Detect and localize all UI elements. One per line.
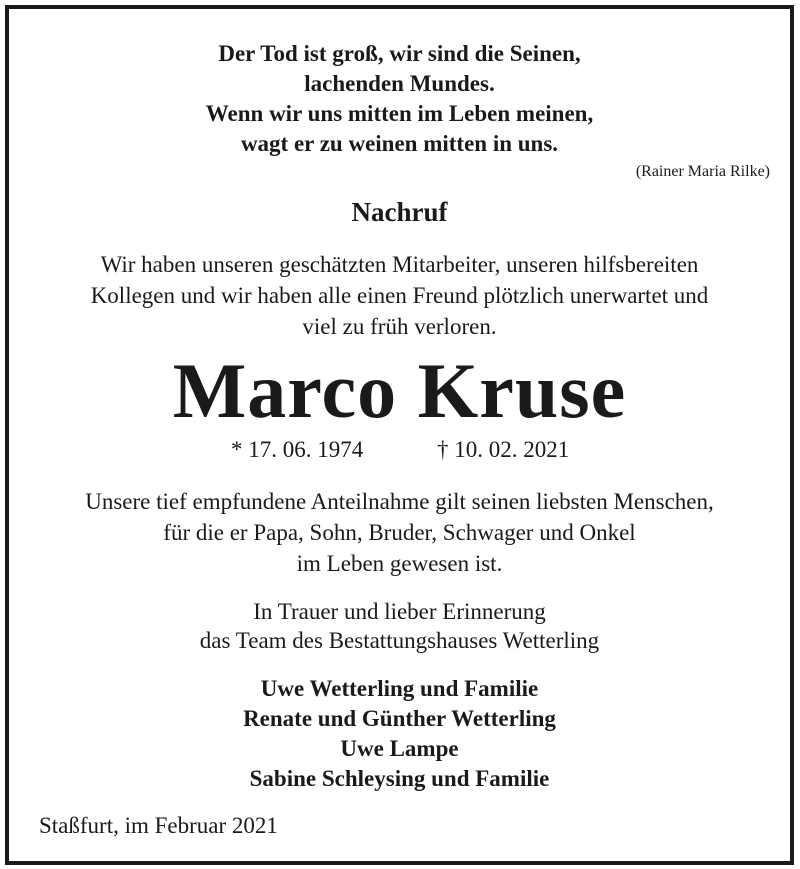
remembrance-line: das Team des Bestattungshauses Wetterling — [199, 628, 600, 653]
remembrance-line: In Trauer und lieber Erinnerung — [253, 599, 546, 624]
poem-line: Der Tod ist groß, wir sind die Seinen, — [218, 41, 581, 66]
mourner-name: Renate und Günther Wetterling — [243, 706, 556, 731]
poem-author: (Rainer Maria Rilke) — [635, 163, 770, 180]
mourner-name: Uwe Wetterling und Familie — [260, 676, 539, 701]
place-and-date: Staßfurt, im Februar 2021 — [39, 813, 278, 838]
condolence-line: im Leben gewesen ist. — [296, 551, 503, 576]
intro-line: Wir haben unseren geschätzten Mitarbeiter, unseren hilfsbereiten — [100, 252, 699, 277]
poem-line: wagt er zu weinen mitten in uns. — [240, 131, 559, 156]
deceased-name: Marco Kruse — [172, 347, 627, 434]
obituary-notice — [5, 5, 794, 865]
poem-line: lachenden Mundes. — [304, 71, 495, 96]
intro-line: viel zu früh verloren. — [302, 314, 497, 339]
intro-line: Kollegen und wir haben alle einen Freund plötzlich unerwartet und — [90, 283, 709, 308]
condolence-line: für die er Papa, Sohn, Bruder, Schwager und Onkel — [163, 520, 636, 545]
notice-heading: Nachruf — [351, 197, 448, 227]
death-date: † 10. 02. 2021 — [437, 437, 570, 462]
condolence-line: Unsere tief empfundene Anteilnahme gilt seinen liebsten Menschen, — [85, 489, 714, 514]
mourner-name: Uwe Lampe — [340, 736, 459, 761]
mourner-name: Sabine Schleysing und Familie — [249, 766, 550, 791]
poem-line: Wenn wir uns mitten im Leben meinen, — [205, 101, 594, 126]
birth-date: * 17. 06. 1974 — [231, 437, 364, 462]
